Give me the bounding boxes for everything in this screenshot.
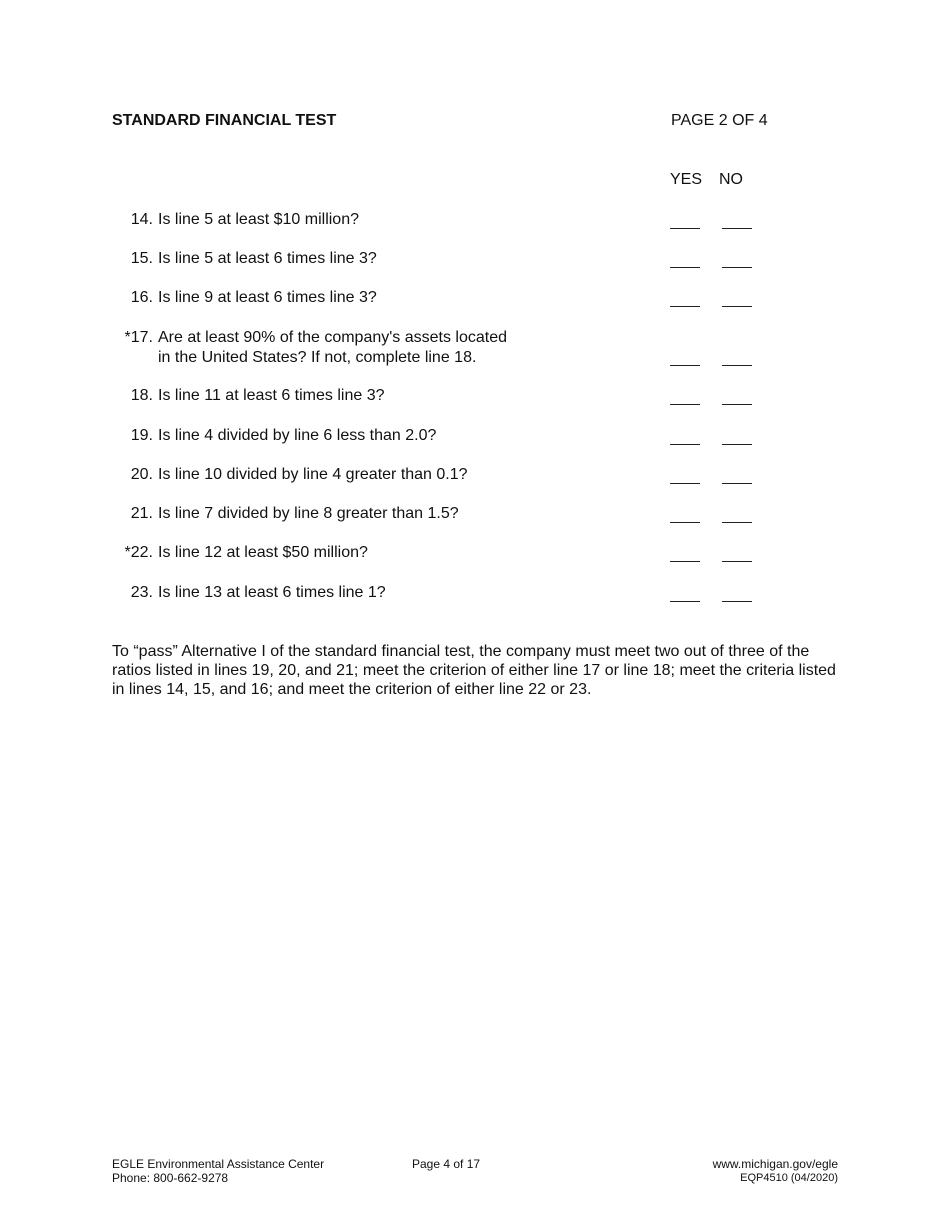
no-answer-blank[interactable] [722,228,752,229]
no-answer-blank[interactable] [722,365,752,366]
yes-answer-blank[interactable] [670,522,700,523]
footer-contact [112,1157,324,1185]
question-text: Is line 5 at least 6 times line 3? [158,250,377,267]
footer-phone: Phone: 800-662-9278 [112,1171,229,1185]
yes-answer-blank[interactable] [670,228,700,229]
question-text: Is line 10 divided by line 4 greater than 0.1? [158,466,468,483]
question-text: Is line 5 at least $10 million? [158,211,359,228]
no-answer-blank[interactable] [722,561,752,562]
question-text: Is line 9 at least 6 times line 3? [158,289,377,306]
footer-form-id: EQP4510 (04/2020) [740,1172,838,1184]
no-answer-blank[interactable] [722,404,752,405]
question-number: 16. [130,289,153,306]
footer-org: EGLE Environmental Assistance Center [112,1157,325,1171]
no-column-header: NO [719,171,743,188]
yes-answer-blank[interactable] [670,365,700,366]
footer-page-text: Page 4 of 17 [412,1157,481,1171]
yes-answer-blank[interactable] [670,483,700,484]
yes-answer-blank[interactable] [670,601,700,602]
no-answer-blank[interactable] [722,483,752,484]
yes-answer-blank[interactable] [670,267,700,268]
question-number: 20. [130,466,153,483]
question-number: 23. [130,584,153,601]
question-text: Is line 11 at least 6 times line 3? [158,387,385,404]
question-text-line-1: Are at least 90% of the company's assets located [158,329,508,346]
question-number: 19. [130,427,153,444]
yes-answer-blank[interactable] [670,306,700,307]
question-number: 14. [130,211,153,228]
question-number: 15. [130,250,153,267]
form-title: STANDARD FINANCIAL TEST [112,112,337,129]
yes-column-header: YES [670,171,703,188]
yes-answer-blank[interactable] [670,561,700,562]
no-answer-blank[interactable] [722,267,752,268]
no-answer-blank[interactable] [722,601,752,602]
question-text: Is line 4 divided by line 6 less than 2.0? [158,427,437,444]
question-number: 18. [130,387,153,404]
footer-website: www.michigan.gov/egle [712,1157,838,1171]
question-number: *17. [124,329,153,346]
question-text: Is line 13 at least 6 times line 1? [158,584,386,601]
no-answer-blank[interactable] [722,444,752,445]
yes-answer-blank[interactable] [670,404,700,405]
yes-answer-blank[interactable] [670,444,700,445]
question-text [158,328,628,368]
page-indicator: PAGE 2 OF 4 [671,112,768,129]
no-answer-blank[interactable] [722,306,752,307]
footer-right [713,1157,838,1185]
question-text: Is line 12 at least $50 million? [158,544,368,561]
question-text: Is line 7 divided by line 8 greater than 1.5? [158,505,459,522]
footer-page-number [412,1157,480,1171]
no-answer-blank[interactable] [722,522,752,523]
instructions-paragraph: To “pass” Alternative I of the standard financial test, the company must meet two out of three of the ratios listed in lines 19, 20, and 21; meet the criterion of either line 17 or line 18; meet the criteria listed in lines 14, 15, and 16; and meet the criterion of either line 22 or 23. [112,643,836,698]
question-number: *22. [124,544,153,561]
question-text-line-2: in the United States? If not, complete line 18. [158,349,477,366]
question-number: 21. [130,505,153,522]
